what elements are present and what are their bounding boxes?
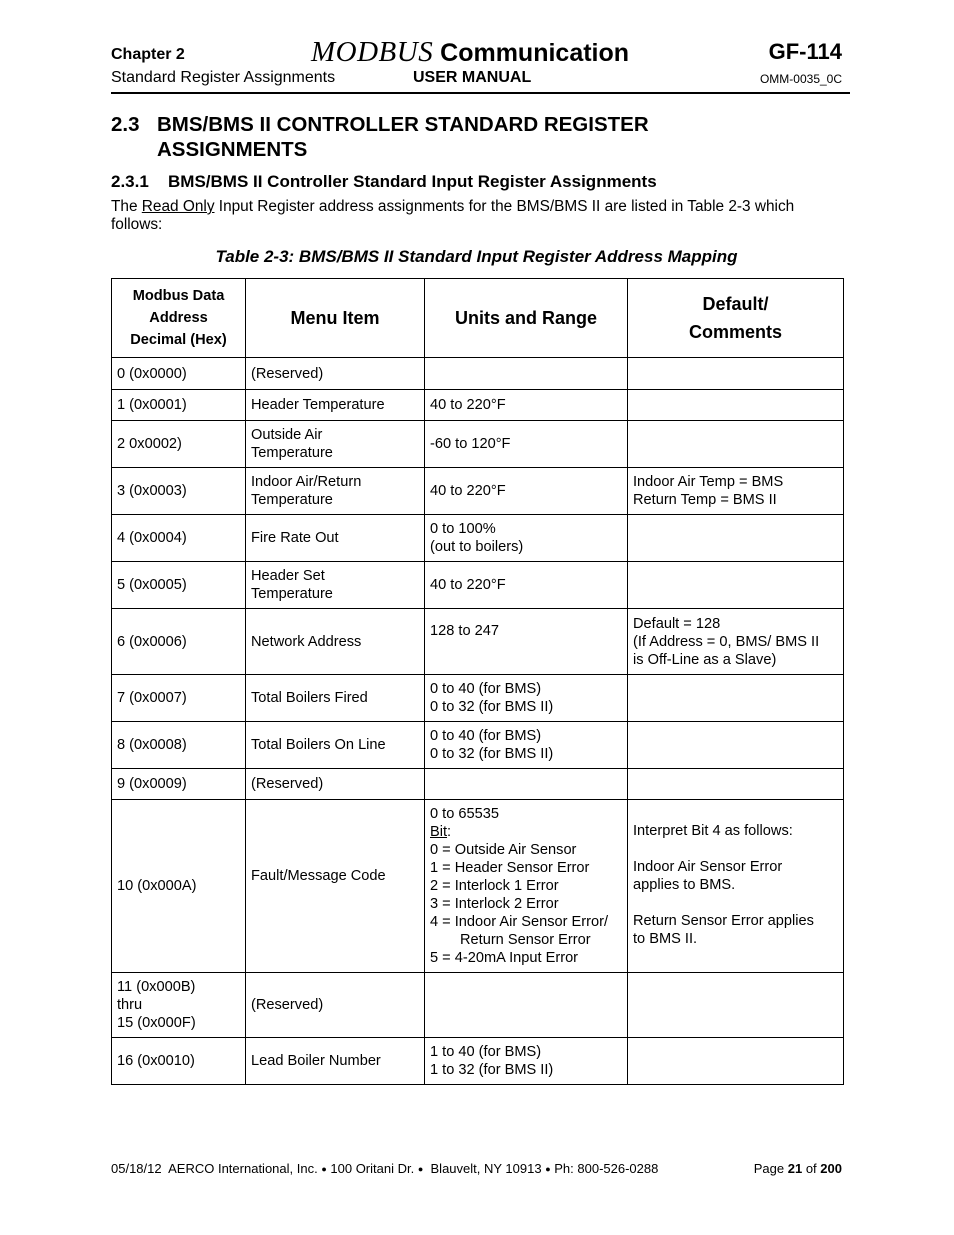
bullet-icon: ● [417,1164,424,1174]
cell-address: 4 (0x0004) [112,515,246,562]
section-title-line1: BMS/BMS II CONTROLLER STANDARD REGISTER [157,113,649,136]
cell-address: 0 (0x0000) [112,358,246,390]
cell-menu: (Reserved) [246,769,425,800]
bit-4: 4 = Indoor Air Sensor Error/ [430,914,609,930]
cell-default [628,973,844,1038]
col-header-units: Units and Range [425,279,628,358]
doc-id: GF-114 [768,39,842,64]
table-row [112,515,844,562]
cell-units [425,769,628,800]
cell-menu: Lead Boiler Number [246,1038,425,1085]
bit-0: 0 = Outside Air Sensor [430,842,577,858]
cell-address: 3 (0x0003) [112,468,246,515]
cell-menu: (Reserved) [246,358,425,390]
subsection-title: BMS/BMS II Controller Standard Input Register Assignments [168,172,657,191]
footer-info [111,1161,658,1176]
cell-units: 0 to 40 (for BMS) 0 to 32 (for BMS II) [425,722,628,769]
cell-menu: Header Set Temperature [246,562,425,609]
col-header-address: Modbus Data Address Decimal (Hex) [112,279,246,358]
page-label: Page [753,1161,785,1176]
cell-address: 7 (0x0007) [112,675,246,722]
cell-units-bits [425,800,628,973]
table-row [112,421,844,468]
manual-type: USER MANUAL [413,69,532,86]
cell-address: 2 0x0002) [112,421,246,468]
cell-address: 5 (0x0005) [112,562,246,609]
cell-menu: Total Boilers Fired [246,675,425,722]
col-header-default: Default/ Comments [628,279,844,358]
table-header-row [112,279,844,358]
cell-default: Default = 128 (If Address = 0, BMS/ BMS II is Off-Line as a Slave) [628,609,844,675]
table-row [112,1038,844,1085]
cell-units: 40 to 220°F [425,468,628,515]
read-only-term: Read Only [141,198,215,215]
section-heading [111,112,649,162]
cell-units: -60 to 120°F [425,421,628,468]
intro-paragraph [111,198,842,234]
intro-pre: The [111,198,142,215]
cell-units [425,358,628,390]
spacer [633,894,838,912]
cell-menu: Network Address [246,609,425,675]
cell-address: 11 (0x000B) thru 15 (0x000F) [112,973,246,1038]
table-row-fault-code [112,800,844,973]
cell-units: 0 to 40 (for BMS) 0 to 32 (for BMS II) [425,675,628,722]
table-row [112,609,844,675]
bullet-icon: ● [321,1164,327,1174]
page-of: of [805,1161,817,1176]
section-name: Standard Register Assignments [111,69,336,86]
table-row [112,358,844,390]
table-row [112,562,844,609]
cell-default-notes [628,800,844,973]
cell-units: 128 to 247 [425,609,628,675]
footer-company: AERCO International, Inc. [168,1161,318,1176]
table-row-reserved-range [112,973,844,1038]
register-table [111,278,844,1085]
table-row [112,468,844,515]
cell-default: Indoor Air Temp = BMS Return Temp = BMS II [628,468,844,515]
bit-3: 3 = Interlock 2 Error [430,896,559,912]
cell-default [628,675,844,722]
cell-default [628,390,844,421]
table-caption: Table 2-3: BMS/BMS II Standard Input Register Address Mapping [215,247,738,266]
range-text: 0 to 65535 [430,806,499,822]
cell-default [628,515,844,562]
header-title [311,36,629,69]
bit-colon: : [447,824,452,840]
bullet-icon: ● [545,1164,551,1174]
cell-menu: Header Temperature [246,390,425,421]
page-number [754,1161,842,1176]
cell-menu: Outside Air Temperature [246,421,425,468]
cell-default [628,722,844,769]
bit-heading [430,823,622,841]
footer-address: 100 Oritani Dr. [330,1161,415,1176]
footer-city: Blauvelt, NY 10913 [430,1161,542,1176]
intro-post: Input Register address assignments for the BMS/BMS II are listed in Table 2-3 which follows: [111,198,795,233]
section-title-line2: ASSIGNMENTS [157,138,308,161]
cell-units: 40 to 220°F [425,390,628,421]
table-row [112,390,844,421]
col-header-menu: Menu Item [246,279,425,358]
cell-menu: Fire Rate Out [246,515,425,562]
header-divider [111,92,850,94]
cell-address: 9 (0x0009) [112,769,246,800]
cell-address: 1 (0x0001) [112,390,246,421]
subsection-heading [111,172,657,192]
bit-label: Bit [430,824,448,840]
cell-menu: (Reserved) [246,973,425,1038]
bit-4-continuation: Return Sensor Error [460,932,591,948]
cell-menu: Fault/Message Code [246,800,425,973]
page-num: 21 [787,1161,803,1176]
cell-address: 16 (0x0010) [112,1038,246,1085]
bit-5: 5 = 4-20mA Input Error [430,950,579,966]
subsection-number: 2.3.1 [111,172,149,191]
footer-date: 05/18/12 [111,1161,162,1176]
table-row [112,722,844,769]
default-note-1: Interpret Bit 4 as follows: [633,823,793,839]
cell-default [628,562,844,609]
page-header [111,36,850,68]
page-total: 200 [820,1161,842,1176]
default-note-3: Return Sensor Error applies to BMS II. [633,913,814,947]
section-number: 2.3 [111,113,140,136]
cell-units [425,973,628,1038]
cell-menu: Total Boilers On Line [246,722,425,769]
cell-address: 10 (0x000A) [112,800,246,973]
cell-default [628,769,844,800]
chapter-label: Chapter 2 [111,46,185,63]
footer-phone: Ph: 800-526-0288 [554,1161,659,1176]
header-title-rest: Communication [433,39,630,67]
cell-units: 0 to 100% (out to boilers) [425,515,628,562]
cell-default [628,1038,844,1085]
cell-units: 1 to 40 (for BMS) 1 to 32 (for BMS II) [425,1038,628,1085]
cell-default [628,358,844,390]
default-note-2: Indoor Air Sensor Error applies to BMS. [633,859,783,893]
spacer [633,840,838,858]
cell-address: 8 (0x0008) [112,722,246,769]
cell-units: 40 to 220°F [425,562,628,609]
doc-code: OMM-0035_0C [759,72,842,86]
modbus-brand: MODBUS [311,36,434,68]
cell-address: 6 (0x0006) [112,609,246,675]
cell-menu: Indoor Air/Return Temperature [246,468,425,515]
table-row [112,675,844,722]
bit-1: 1 = Header Sensor Error [430,860,590,876]
cell-default [628,421,844,468]
bit-2: 2 = Interlock 1 Error [430,878,559,894]
table-row [112,769,844,800]
page-subheader [111,69,850,89]
